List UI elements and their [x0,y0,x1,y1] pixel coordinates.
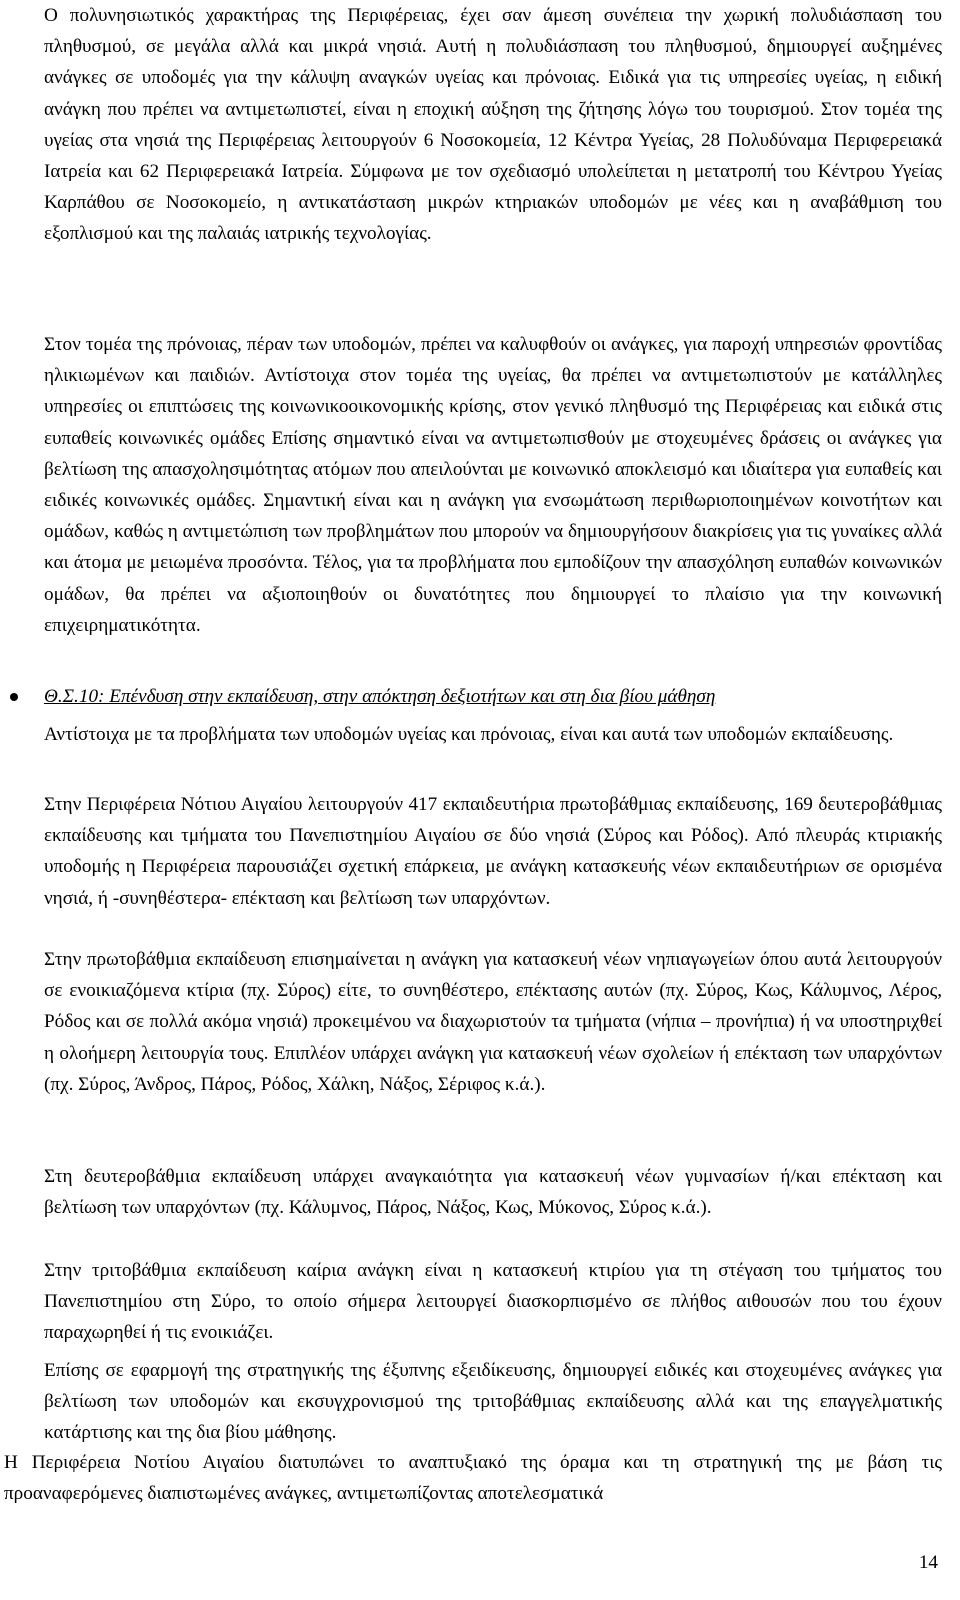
paragraph-regional-vision: Η Περιφέρεια Νοτίου Αιγαίου διατυπώνει το αναπτυξιακό της όραμα και τη στρατηγική της με βάση τις προαναφερόμενες διαπιστωμένες ανάγκες, αντιμετωπίζοντας αποτελεσματικά [4,1452,942,1505]
paragraph-secondary-education: Στη δευτεροβάθμια εκπαίδευση υπάρχει αναγκαιότητα για κατασκευή νέων γυμνασίων ή/και επέκταση και βελτίωση των υπαρχόντων (πχ. Κάλυμνος, Πάρος, Νάξος, Κως, Μύκονος, Σύρος κ.ά.). [44,1166,942,1219]
bullet-dot-icon [10,693,18,701]
paragraph-education-facilities: Στην Περιφέρεια Νότιου Αιγαίου λειτουργούν 417 εκπαιδευτήρια πρωτοβάθμιας εκπαίδευσης, 169 δευτεροβάθμιας εκπαίδευσης και τμήματα του Πανεπιστημίου Αιγαίου σε δύο νησιά (Σύρος και Ρόδος). Από πλευράς κτιριακής υποδομής η Περιφέρεια παρουσιάζει σχετική επάρκεια, με ανάγκη κατασκευής νέων εκπαιδευτήριων σε ορισμένα νησιά, ή -συνηθέστερα- επέκταση και βελτίωση των υπαρχόντων. [44,794,942,909]
bullet-heading-ts10: Θ.Σ.10: Επένδυση στην εκπαίδευση, στην απόκτηση δεξιοτήτων και στη δια βίου μάθηση [44,686,716,707]
page-number: 14 [918,1552,938,1573]
paragraph-welfare-sector: Στον τομέα της πρόνοιας, πέραν των υποδομών, πρέπει να καλυφθούν οι ανάγκες, για παροχή υπηρεσιών φροντίδας ηλικιωμένων και παιδιών. Αντίστοιχα στον τομέα της υγείας, θα πρέπει να αντιμετωπιστούν με κατάλληλες υπηρεσίες οι επιπτώσεις της κοινωνικοοικονομικής κρίσης, στον γενικό πληθυσμό της Περιφέρειας και ειδικά στις ευπαθείς κοινωνικές ομάδες Επίσης σημαντικό είναι να αντιμετωπισθούν με στοχευμένες δράσεις οι ανάγκες για βελτίωση της απασχολησιμότητας ατόμων που απειλούνται με κοινωνικό αποκλεισμό και ιδιαίτερα για ευπαθείς και ειδικές κοινωνικές ομάδες. Σημαντική είναι και η ανάγκη για ενσωμάτωση περιθωριοποιημένων κοινοτήτων και ομάδων, καθώς η αντιμετώπιση των προβλημάτων που μπορούν να δημιουργήσουν διακρίσεις για τις γυναίκες αλλά και άτομα με μειωμένα προσόντα. Τέλος, για τα προβλήματα που εμποδίζουν την απασχόληση ευπαθών κοινωνικών ομάδων, θα πρέπει να αξιοποιηθούν οι δυνατότητες που δημιουργεί το πλαίσιο για την κοινωνική επιχειρηματικότητα. [44,334,942,636]
paragraph-smart-specialisation: Επίσης σε εφαρμογή της στρατηγικής της έξυπνης εξειδίκευσης, δημιουργεί ειδικές και στοχευμένες ανάγκες για βελτίωση των υποδομών και εκσυγχρονισμού της τριτοβάθμιας εκπαίδευσης αλλά και της επαγγελματικής κατάρτισης και της δια βίου μάθησης. [44,1360,942,1444]
paragraph-health-welfare-overview: Ο πολυνησιωτικός χαρακτήρας της Περιφέρειας, έχει σαν άμεση συνέπεια την χωρική πολυδιάσπαση του πληθυσμού, σε μεγάλα αλλά και μικρά νησιά. Αυτή η πολυδιάσπαση του πληθυσμού, δημιουργεί αυξημένες ανάγκες σε υποδομές για την κάλυψη αναγκών υγείας και πρόνοιας. Ειδικά για τις υπηρεσίες υγείας, η ειδική ανάγκη που πρέπει να αντιμετωπιστεί, είναι η εποχική αύξηση της ζήτησης λόγω του τουρισμού. Στον τομέα της υγείας στα νησιά της Περιφέρειας λειτουργούν 6 Νοσοκομεία, 12 Κέντρα Υγείας, 28 Πολυδύναμα Περιφερειακά Ιατρεία και 62 Περιφερειακά Ιατρεία. Σύμφωνα με τον σχεδιασμό υπολείπεται η μετατροπή του Κέντρου Υγείας Καρπάθου σε Νοσοκομείο, η αντικατάσταση μικρών κτηριακών υποδομών με νέες και η αναβάθμιση του εξοπλισμού και της παλαιάς ιατρικής τεχνολογίας. [44,5,942,245]
paragraph-education-infrastructure-intro: Αντίστοιχα με τα προβλήματα των υποδομών υγείας και πρόνοιας, είναι και αυτά των υποδομών εκπαίδευσης. [44,724,894,745]
paragraph-tertiary-education: Στην τριτοβάθμια εκπαίδευση καίρια ανάγκη είναι η κατασκευή κτιρίου για τη στέγαση του τμήματος του Πανεπιστημίου στη Σύρο, το οποίο σήμερα λειτουργεί διασκορπισμένο σε πλήθος αιθουσών που του έχουν παραχωρηθεί ή τις ενοικιάζει. [44,1260,942,1344]
paragraph-primary-education: Στην πρωτοβάθμια εκπαίδευση επισημαίνεται η ανάγκη για κατασκευή νέων νηπιαγωγείων όπου αυτά λειτουργούν σε ενοικιαζόμενα κτίρια (πχ. Σύρος) είτε, το συνηθέστερο, επέκτασης αυτών (πχ. Σύρος, Κως, Κάλυμνος, Λέρος, Ρόδος και σε πολλά ακόμα νησιά) προκειμένου να διαχωριστούν τα τμήματα (νήπια – προνήπια) ή να υποστηριχθεί η ολοήμερη λειτουργία τους. Επιπλέον υπάρχει ανάγκη για κατασκευή νέων σχολείων ή επέκταση των υπαρχόντων (πχ. Σύρος, Άνδρος, Πάρος, Ρόδος, Χάλκη, Νάξος, Σέριφος κ.ά.). [44,949,942,1095]
bullet-item-ts10 [4,681,942,713]
